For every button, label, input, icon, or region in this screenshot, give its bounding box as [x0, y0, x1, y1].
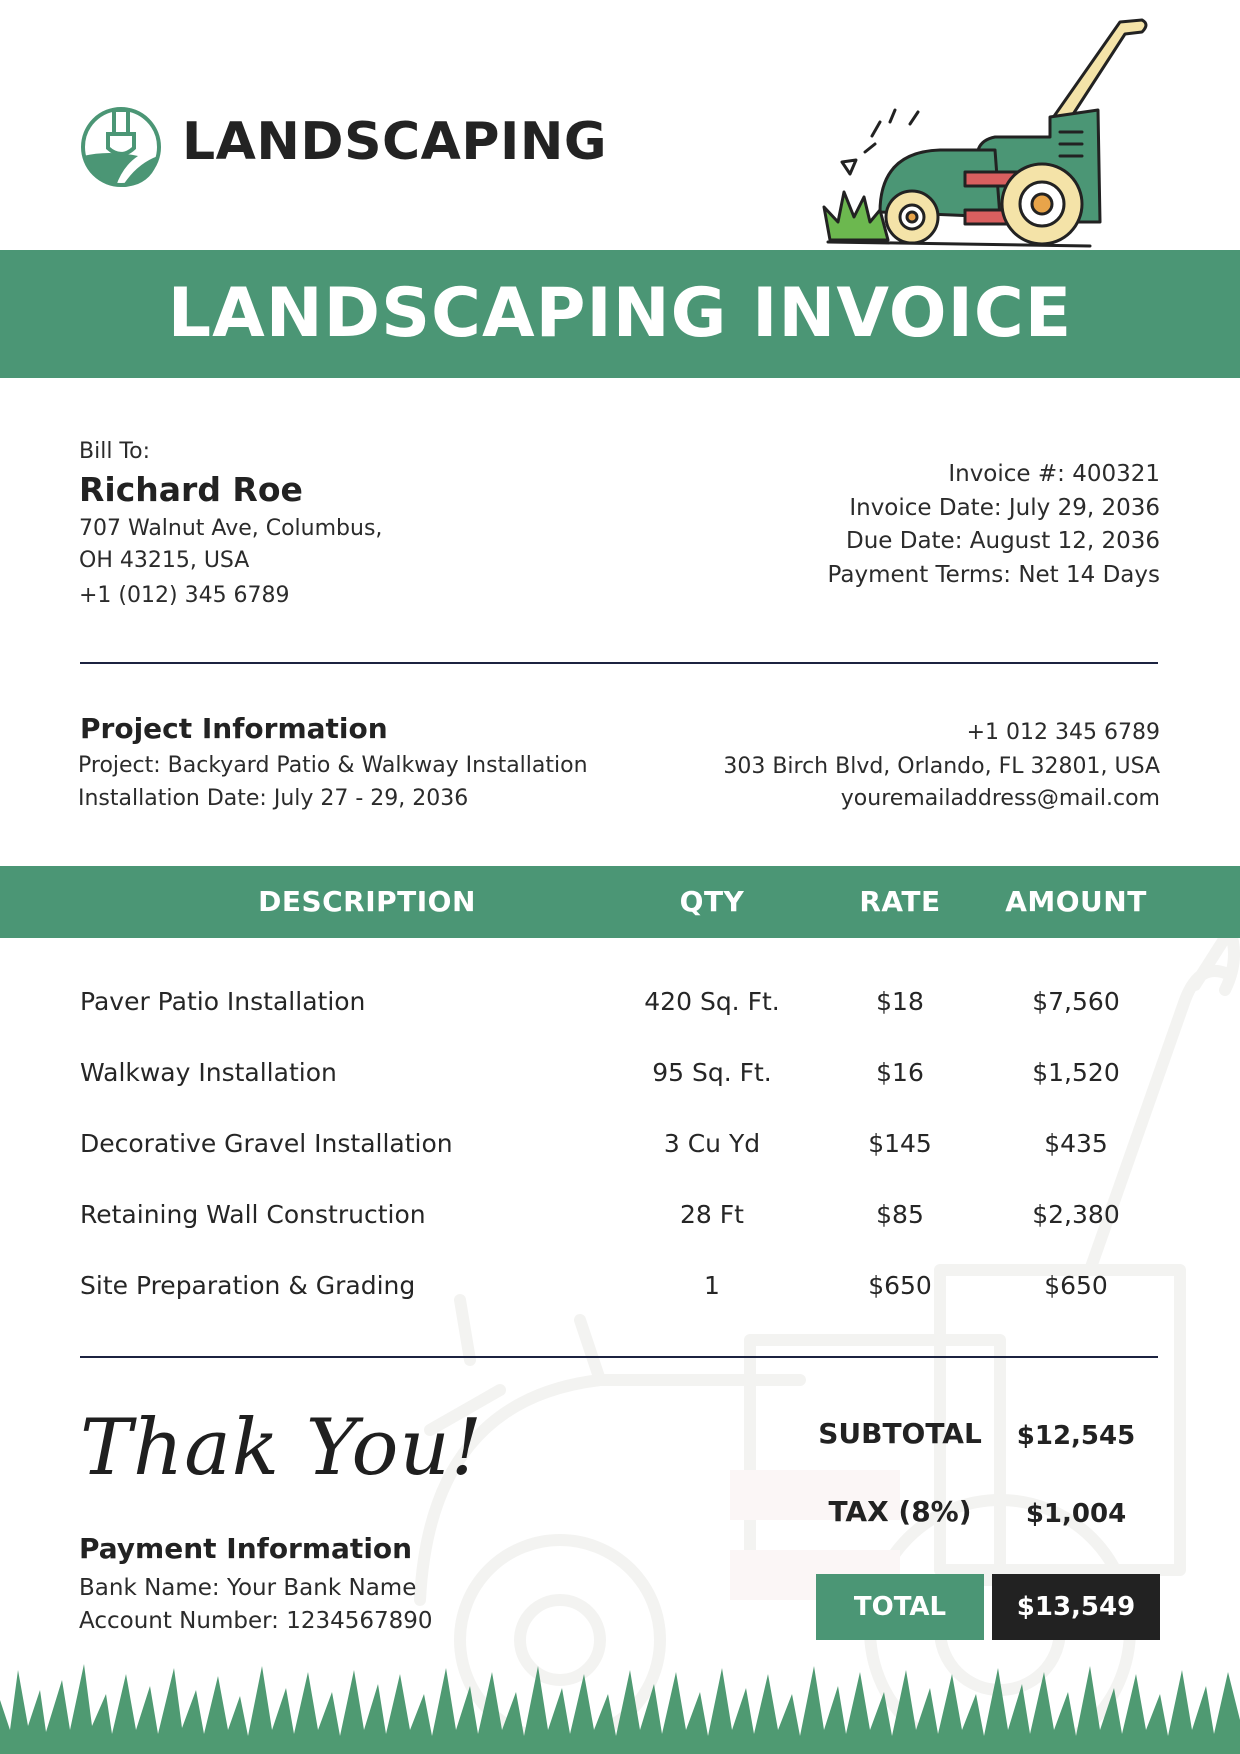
table-row	[0, 1038, 1240, 1108]
table-row	[0, 967, 1240, 1037]
payment-info-heading: Payment Information	[79, 1532, 413, 1565]
installation-date: Installation Date: July 27 - 29, 2036	[78, 786, 469, 811]
tax-label: TAX (8%)	[828, 1495, 972, 1528]
cell-rate: $145	[868, 1129, 932, 1158]
cell-description: Decorative Gravel Installation	[80, 1129, 453, 1158]
client-address-line-1: 707 Walnut Ave, Columbus,	[79, 516, 383, 541]
company-email: youremailaddress@mail.com	[840, 786, 1160, 811]
invoice-title: LANDSCAPING INVOICE	[167, 274, 1073, 353]
table-row	[0, 1251, 1240, 1321]
bank-name: Bank Name: Your Bank Name	[79, 1575, 417, 1601]
divider	[80, 1356, 1158, 1358]
project-heading: Project Information	[80, 712, 388, 745]
cell-qty: 1	[704, 1271, 720, 1300]
payment-terms: Payment Terms: Net 14 Days	[827, 562, 1160, 588]
brand-name: LANDSCAPING	[182, 112, 608, 172]
column-header-qty: QTY	[679, 885, 745, 918]
column-header-amount: AMOUNT	[1005, 885, 1147, 918]
cell-amount: $1,520	[1032, 1058, 1120, 1087]
cell-amount: $2,380	[1032, 1200, 1120, 1229]
divider	[80, 662, 1158, 664]
thank-you-note: Thak You!	[80, 1403, 484, 1493]
bill-to-label: Bill To:	[79, 439, 150, 464]
cell-amount: $435	[1044, 1129, 1108, 1158]
invoice-number: Invoice #: 400321	[948, 461, 1160, 487]
cell-amount: $7,560	[1032, 987, 1120, 1016]
total-label: TOTAL	[853, 1592, 947, 1622]
subtotal-label: SUBTOTAL	[818, 1417, 982, 1450]
lawn-mower-icon	[820, 12, 1150, 252]
cell-qty: 3 Cu Yd	[663, 1129, 761, 1158]
cell-description: Retaining Wall Construction	[80, 1200, 426, 1229]
cell-rate: $650	[868, 1271, 932, 1300]
client-name: Richard Roe	[79, 470, 303, 509]
project-name: Project: Backyard Patio & Walkway Installation	[78, 753, 588, 778]
due-date: Due Date: August 12, 2036	[845, 528, 1160, 554]
client-phone: +1 (012) 345 6789	[79, 583, 290, 608]
invoice-date: Invoice Date: July 29, 2036	[849, 495, 1160, 521]
cell-qty: 420 Sq. Ft.	[644, 987, 780, 1016]
cell-description: Site Preparation & Grading	[80, 1271, 416, 1300]
company-address: 303 Birch Blvd, Orlando, FL 32801, USA	[723, 754, 1160, 779]
column-header-rate: RATE	[859, 885, 941, 918]
cell-rate: $16	[876, 1058, 924, 1087]
client-address-line-2: OH 43215, USA	[79, 548, 250, 573]
cell-description: Walkway Installation	[80, 1058, 337, 1087]
cell-qty: 95 Sq. Ft.	[652, 1058, 772, 1087]
tax-value: $1,004	[1025, 1499, 1127, 1529]
shovel-field-logo-icon	[78, 94, 164, 204]
total-value: $13,549	[1016, 1592, 1136, 1622]
cell-description: Paver Patio Installation	[80, 987, 366, 1016]
cell-qty: 28 Ft	[680, 1200, 744, 1229]
cell-rate: $18	[876, 987, 924, 1016]
company-phone: +1 012 345 6789	[966, 720, 1160, 745]
cell-amount: $650	[1044, 1271, 1108, 1300]
cell-rate: $85	[876, 1200, 924, 1229]
table-row	[0, 1180, 1240, 1250]
subtotal-value: $12,545	[1016, 1421, 1136, 1451]
column-header-description: DESCRIPTION	[258, 885, 476, 918]
account-number: Account Number: 1234567890	[79, 1608, 433, 1634]
table-row	[0, 1109, 1240, 1179]
